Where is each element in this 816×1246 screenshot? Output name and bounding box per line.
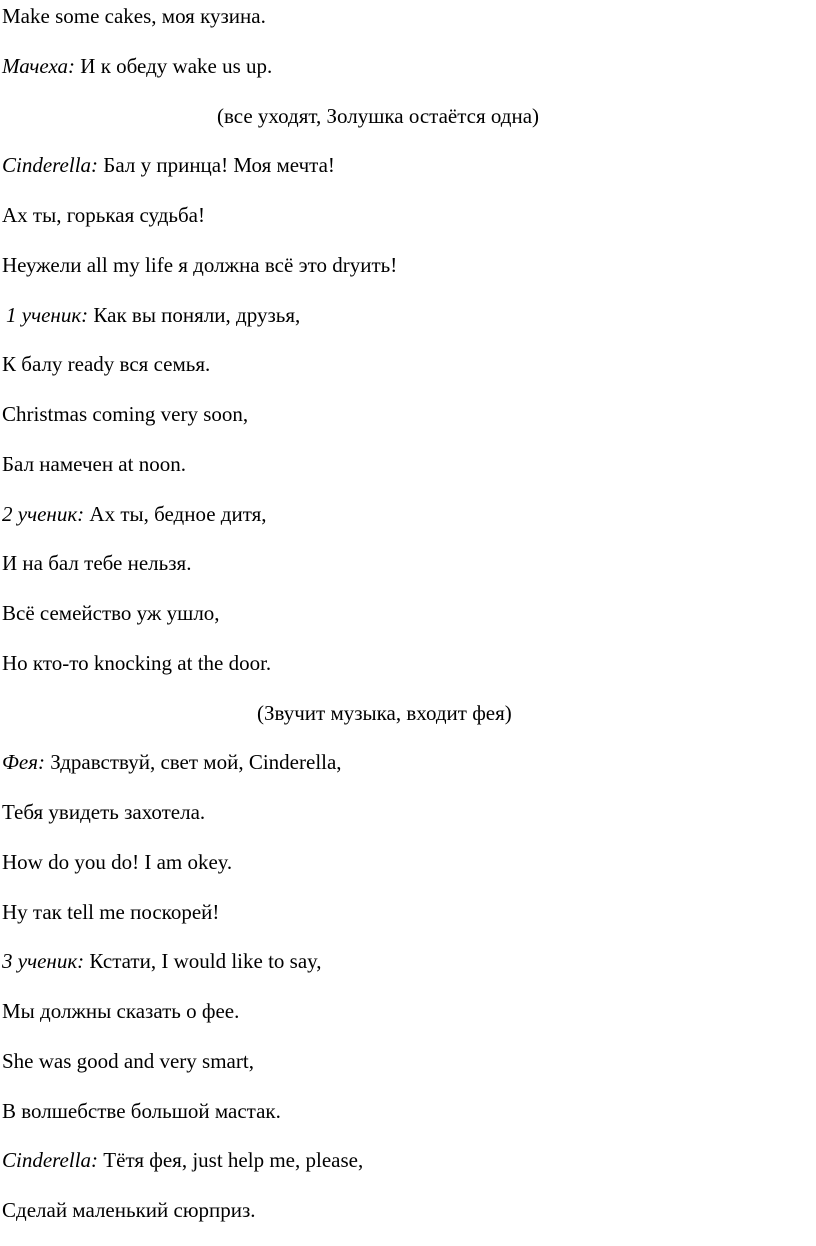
line-text: Тебя увидеть захотела. bbox=[2, 800, 206, 824]
script-line bbox=[2, 501, 267, 527]
script-line bbox=[2, 849, 232, 875]
line-text: Ну так tell me поскорей! bbox=[2, 900, 220, 924]
line-text: Мы должны сказать о фее. bbox=[2, 999, 240, 1023]
script-line bbox=[6, 302, 300, 328]
script-line bbox=[2, 1147, 363, 1173]
script-line bbox=[2, 650, 271, 676]
speaker-label: Фея: bbox=[2, 750, 45, 774]
script-line bbox=[2, 202, 205, 228]
script-line bbox=[2, 749, 342, 775]
speaker-label: 3 ученик: bbox=[2, 949, 85, 973]
line-text: Christmas coming very soon, bbox=[2, 402, 249, 426]
line-text: Сделай маленький сюрприз. bbox=[2, 1198, 256, 1222]
line-text: В волшебстве большой мастак. bbox=[2, 1099, 281, 1123]
script-line bbox=[2, 1098, 281, 1124]
script-line bbox=[2, 600, 220, 626]
line-text: К балу ready вся семья. bbox=[2, 352, 211, 376]
line-text: She was good and very smart, bbox=[2, 1049, 254, 1073]
script-line bbox=[2, 948, 322, 974]
line-text: Make some cakes, моя кузина. bbox=[2, 4, 266, 28]
line-text: Ах ты, горькая судьба! bbox=[2, 203, 205, 227]
speaker-label: 1 ученик: bbox=[6, 303, 89, 327]
line-text: Бал намечен at noon. bbox=[2, 452, 186, 476]
script-line bbox=[2, 401, 248, 427]
speaker-label: Мачеха: bbox=[2, 54, 76, 78]
speaker-label: Cinderella: bbox=[2, 1148, 99, 1172]
line-text: И на бал тебе нельзя. bbox=[2, 551, 192, 575]
stage-direction: (все уходят, Золушка остаётся одна) bbox=[217, 104, 540, 128]
script-line bbox=[2, 252, 397, 278]
script-line bbox=[2, 351, 210, 377]
speaker-label: Cinderella: bbox=[2, 153, 99, 177]
line-text: Бал у принца! Моя мечта! bbox=[98, 153, 335, 177]
script-line bbox=[2, 998, 239, 1024]
script-line bbox=[2, 152, 335, 178]
line-text: Как вы поняли, друзья, bbox=[88, 303, 301, 327]
script-line bbox=[2, 3, 266, 29]
stage-direction: (Звучит музыка, входит фея) bbox=[257, 701, 512, 725]
line-text: Здравствуй, свет мой, Cinderella, bbox=[44, 750, 342, 774]
line-text: Всё семейство уж ушло, bbox=[2, 601, 220, 625]
line-text: Кстати, I would like to say, bbox=[84, 949, 322, 973]
line-text: И к обеду wake us up. bbox=[75, 54, 273, 78]
line-text: Ах ты, бедное дитя, bbox=[84, 502, 267, 526]
script-line bbox=[2, 550, 191, 576]
line-text: Но кто-то knocking at the door. bbox=[2, 651, 272, 675]
script-line bbox=[2, 1048, 254, 1074]
script-line bbox=[2, 53, 272, 79]
line-text: How do you do! I am okey. bbox=[2, 850, 233, 874]
line-text: Неужели all my life я должна всё это dryить! bbox=[2, 253, 398, 277]
script-line bbox=[2, 1197, 256, 1223]
script-line bbox=[2, 799, 205, 825]
script-line bbox=[2, 899, 219, 925]
script-line bbox=[2, 451, 186, 477]
line-text: Тётя фея, just help me, please, bbox=[98, 1148, 364, 1172]
speaker-label: 2 ученик: bbox=[2, 502, 85, 526]
